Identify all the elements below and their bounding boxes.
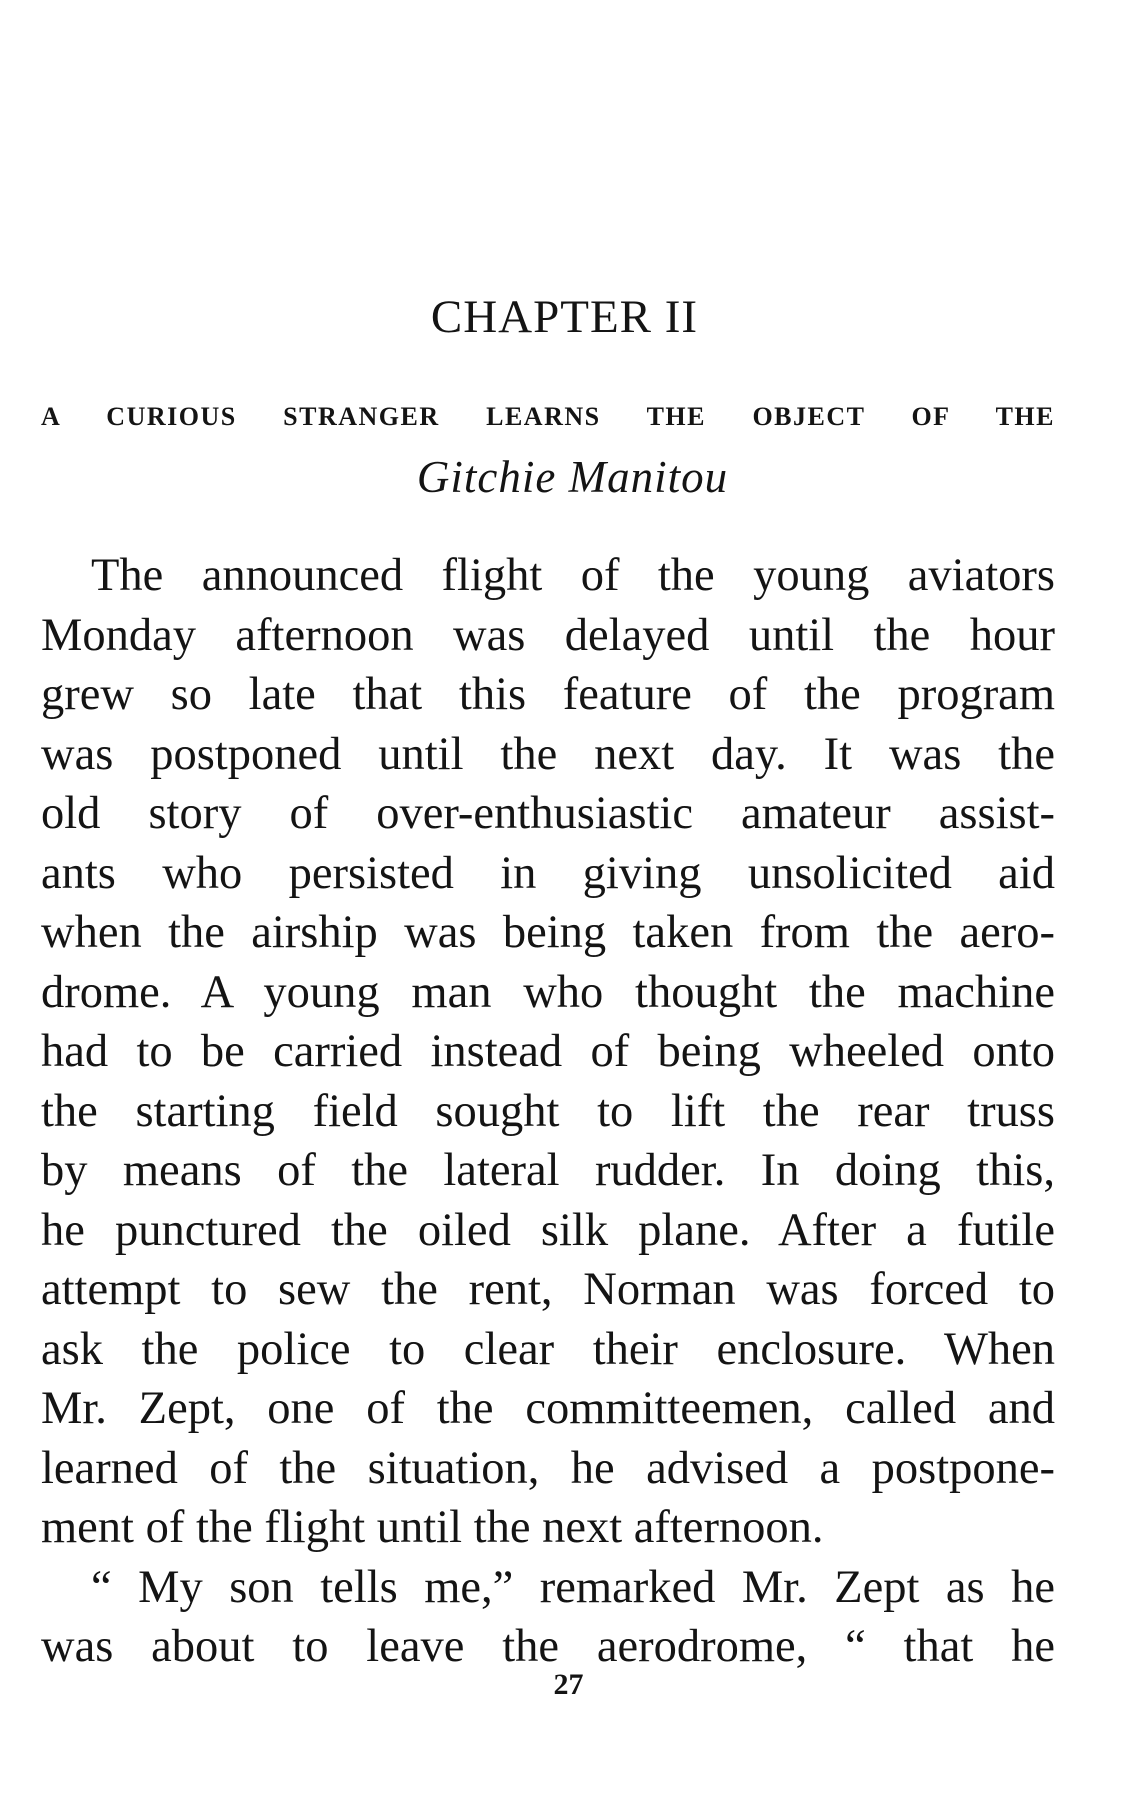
body-text bbox=[41, 546, 1055, 1677]
text-line: ants who persisted in giving unsolicited aid bbox=[41, 847, 1055, 899]
chapter-number: CHAPTER II bbox=[430, 291, 699, 343]
page-number: 27 bbox=[553, 1668, 584, 1701]
text-line: when the airship was being taken from the aero- bbox=[41, 907, 1055, 958]
paragraph bbox=[41, 1558, 1055, 1677]
paragraph bbox=[41, 546, 1055, 1558]
text-line: “ My son tells me,” remarked Mr. Zept as he bbox=[91, 1561, 1055, 1613]
text-line: drome. A young man who thought the machine bbox=[41, 966, 1055, 1018]
text-line: learned of the situation, he advised a postpone- bbox=[41, 1442, 1055, 1494]
text-line: Mr. Zept, one of the committeemen, called and bbox=[41, 1383, 1055, 1434]
text-line: grew so late that this feature of the program bbox=[41, 669, 1055, 720]
text-line: by means of the lateral rudder. In doing this, bbox=[41, 1145, 1055, 1196]
text-line: old story of over-enthusiastic amateur assist- bbox=[41, 788, 1055, 839]
text-line: he punctured the oiled silk plane. After a futile bbox=[41, 1204, 1055, 1256]
text-line: ment of the flight until the next afternoon. bbox=[41, 1502, 824, 1553]
text-line: The announced flight of the young aviators bbox=[91, 550, 1055, 601]
text-line: the starting field sought to lift the rear truss bbox=[41, 1085, 1055, 1137]
text-line: had to be carried instead of being wheeled onto bbox=[41, 1026, 1055, 1077]
text-line: Monday afternoon was delayed until the hour bbox=[41, 609, 1055, 661]
text-line: was about to leave the aerodrome, “ that he bbox=[41, 1621, 1055, 1672]
text-line: was postponed until the next day. It was the bbox=[41, 728, 1055, 780]
chapter-subtitle: A CURIOUS STRANGER LEARNS THE OBJECT OF THE bbox=[41, 402, 1055, 431]
chapter-subtitle-italic: Gitchie Manitou bbox=[416, 452, 729, 502]
text-line: ask the police to clear their enclosure. When bbox=[41, 1323, 1055, 1375]
text-line: attempt to sew the rent, Norman was forced to bbox=[41, 1264, 1055, 1315]
